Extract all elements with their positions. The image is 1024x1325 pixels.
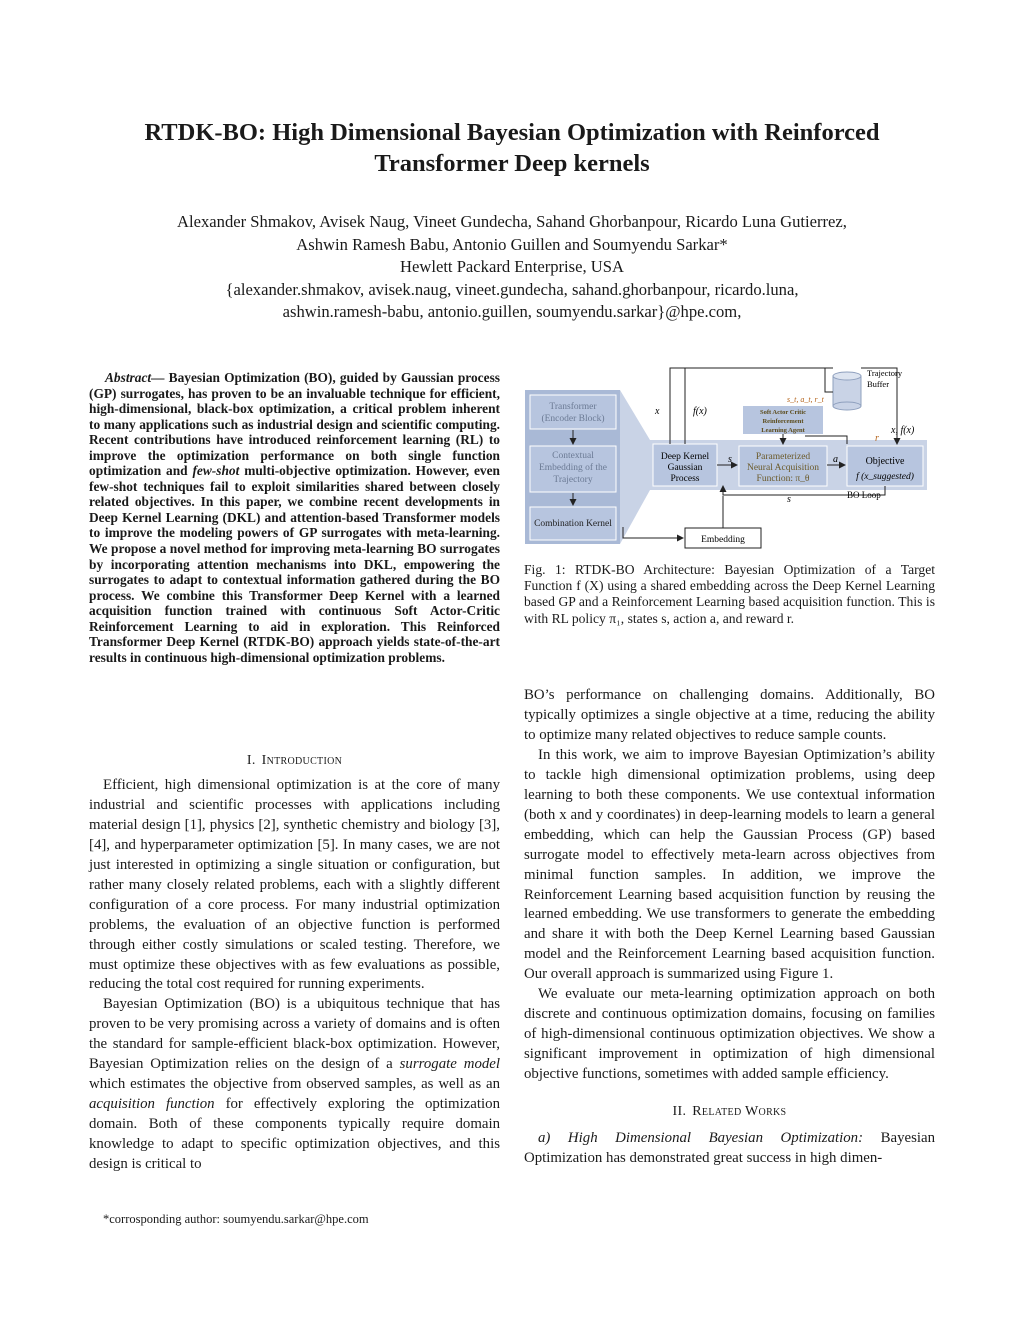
section-title: Related Works bbox=[692, 1104, 787, 1120]
title-line-2: Transformer Deep kernels bbox=[374, 150, 650, 177]
author-block bbox=[60, 211, 964, 324]
footnote: *corrosponding author: soumyendu.sarkar@hpe.com bbox=[103, 1212, 369, 1226]
objective-label-1: Objective bbox=[865, 456, 905, 467]
right-paragraph-3: We evaluate our meta-learning optimization approach on both discrete and continuous optimization domains, focusing on families of high-dimensional continuous optimization objectives. We show a significant improvement in optimization of high dimensional objective functions, sometimes with added sample efficiency. bbox=[524, 986, 935, 1083]
s-label: s bbox=[728, 454, 732, 465]
emails-line-2: ashwin.ramesh-babu, antonio.guillen, soumyendu.sarkar}@hpe.com, bbox=[282, 302, 742, 322]
pnaf-label-3: Function: π_θ bbox=[756, 474, 810, 484]
architecture-diagram bbox=[525, 362, 937, 552]
s-label-bottom: s bbox=[787, 494, 791, 505]
pnaf-label-1: Parameterized bbox=[755, 452, 811, 462]
abstract-text-2: multi-objective optimization. However, even few-shot techniques fail to exploit similarities shared between closely related objectives. In this paper, we combine recent developments in Deep Kernel Learning (DKL) and attention-based Transformer models to improve the modeling powers of GP surrogates with meta-learning. We propose a novel method for improving meta-learning BO surrogates by incorporating attention mechanisms into DKL, empowering the surrogates to adapt to contextual information gathered during the BO process. We combine this Transformer Deep Kernel with a learned acquisition function trained with continuous Soft Actor-Critic Reinforcement Learning to aid in exploration. This Reinforced Transformer Deep Kernel (RTDK-BO) approach yields state-of-the-art results in continuous high-dimensional optimization problems. bbox=[89, 463, 500, 665]
introduction-section bbox=[89, 751, 500, 1175]
right-paragraph-2: In this work, we aim to improve Bayesian Optimization’s ability to tackle high dimensional optimization problems, using deep learning to both these components. We use contextual information (both x and y coordinates) in deep-learning models to learn a general embedding, which can help the Gaussian Process (GP) based surrogate model to effectively meta-learn across objectives from minimal function samples. In addition, we improve the Reinforcement Learning based acquisition function by reusing the learned embedding. We use transformers to generate the embedding and share it with both the Deep Kernel Learning based Gaussian model and the Reinforcement Learning based acquisition function. Our overall approach is summarized using Figure 1. bbox=[524, 746, 935, 983]
abstract-emphasis: few-shot bbox=[192, 463, 240, 479]
authors-line-2: Ashwin Ramesh Babu, Antonio Guillen and Soumyendu Sarkar* bbox=[296, 234, 728, 254]
transformer-label-1: Transformer bbox=[549, 402, 597, 412]
r-label: r bbox=[875, 433, 879, 444]
section-number: I. bbox=[246, 753, 256, 768]
dk-label-3: Process bbox=[670, 474, 700, 484]
buffer-label-2: Buffer bbox=[867, 379, 890, 389]
objective-label-2: f (x_suggested) bbox=[856, 472, 914, 482]
bo-loop-label: BO Loop bbox=[847, 490, 881, 500]
embedding-label: Embedding bbox=[701, 535, 745, 545]
contextual-label-2: Embedding of the bbox=[538, 463, 608, 473]
authors-line-1: Alexander Shmakov, Avisek Naug, Vineet Gundecha, Sahand Ghorbanpour, Ricardo Luna Gutierrez, bbox=[177, 212, 847, 231]
xfx-label: x, f(x) bbox=[891, 425, 915, 436]
abstract-text-1: Bayesian Optimization (BO), guided by Gaussian process (GP) surrogates, has proven to be an invaluable technique for efficient, high-dimensional, black-box optimization, a critical problem inherent to many applications such as industrial design and scientific computing. Recent contributions have introduced reinforcement learning (RL) to improve the optimization performance on both single function optimization and bbox=[89, 370, 500, 479]
subsection-label: a) High Dimensional Bayesian Optimization: bbox=[538, 1130, 864, 1147]
fx-label: f(x) bbox=[693, 406, 707, 417]
affiliation: Hewlett Packard Enterprise, USA bbox=[400, 257, 624, 277]
contextual-label-1: Contextual bbox=[552, 451, 594, 461]
section-heading-introduction bbox=[89, 751, 500, 771]
buffer-label-1: Trajectory bbox=[867, 368, 903, 378]
term-surrogate-model: surrogate model bbox=[399, 1056, 500, 1073]
x-label: x bbox=[655, 406, 660, 417]
intro-paragraph-1: Efficient, high dimensional optimization is at the core of many industrial and scientific processes with applications including material design [1], physics [2], synthetic chemistry and biology [3], [4], and hyperparameter optimization [5]. In many cases, we are not just interested in optimizing a single situation or configuration, but rather many closely related problems, each with a slightly different configuration of a core process. For many industrial optimization problems, the evaluation of an objective function is performed through either costly simulations or scaled testing. Therefore, we must optimize these objectives with as few evaluations as possible, reducing the total cost required for running experiments. bbox=[89, 776, 500, 993]
sac-label-1: Soft Actor Critic bbox=[759, 409, 807, 416]
abstract bbox=[89, 370, 500, 665]
section-number: II. bbox=[672, 1104, 687, 1120]
combination-kernel-label: Combination Kernel bbox=[534, 519, 612, 529]
right-column-body bbox=[524, 686, 935, 1169]
trajectory-buffer-icon bbox=[833, 372, 861, 410]
right-paragraph-1: BO’s performance on challenging domains. Additionally, BO typically optimizes a single objective at a time, reducing the ability to optimize many related objectives to reduce sample counts. bbox=[524, 687, 935, 743]
dk-label-1: Deep Kernel bbox=[660, 452, 710, 462]
sac-label-3: Learning Agent bbox=[761, 427, 805, 434]
section-heading-related-works bbox=[524, 1102, 935, 1122]
title-line-1: RTDK-BO: High Dimensional Bayesian Optimization with Reinforced bbox=[144, 119, 880, 146]
dk-label-2: Gaussian bbox=[667, 463, 703, 473]
intro-p2-text-a: Bayesian Optimization (BO) is a ubiquitous technique that has proven to be very promising across a variety of domains and is often the standard for sample-efficient black-box optimization. However, Bayesian Optimization relies on the design of a bbox=[89, 996, 500, 1073]
sac-label-2: Reinforcement bbox=[762, 418, 804, 425]
subsection-text: Bayesian Optimization has demonstrated great success in high dimen- bbox=[524, 1130, 935, 1166]
section-title: Introduction bbox=[261, 753, 343, 768]
contextual-label-3: Trajectory bbox=[553, 475, 593, 485]
figure-caption: Fig. 1: RTDK-BO Architecture: Bayesian Optimization of a Target Function f (X) using a shared embedding across the Deep Kernel Learning based GP and a Reinforcement Learning based acquisition function. This is with RL policy π₁, states s, action a, and reward r. bbox=[524, 562, 935, 626]
sar-label: s_t, a_t, r_t bbox=[787, 395, 824, 404]
pnaf-label-2: Neural Acquisition bbox=[746, 463, 820, 473]
intro-p2-text-c: for effectively exploring the optimization domain. Both of these components typically require domain knowledge to adapt to specific optimization objectives, and this design is critical to bbox=[89, 1096, 500, 1173]
related-works-paragraph bbox=[524, 1129, 935, 1169]
term-acquisition-function: acquisition function bbox=[89, 1096, 215, 1113]
embedding-projection bbox=[620, 390, 650, 544]
abstract-label: Abstract— bbox=[105, 370, 165, 385]
transformer-label-2: (Encoder Block) bbox=[541, 414, 605, 424]
emails-line-1: {alexander.shmakov, avisek.naug, vineet.gundecha, sahand.ghorbanpour, ricardo.luna, bbox=[225, 279, 799, 299]
intro-paragraph-2 bbox=[89, 995, 500, 1175]
a-label: a bbox=[833, 454, 838, 465]
intro-p2-text-b: which estimates the objective from observed samples, as well as an bbox=[89, 1076, 500, 1093]
paper-title bbox=[60, 117, 964, 179]
architecture-figure bbox=[525, 362, 937, 552]
